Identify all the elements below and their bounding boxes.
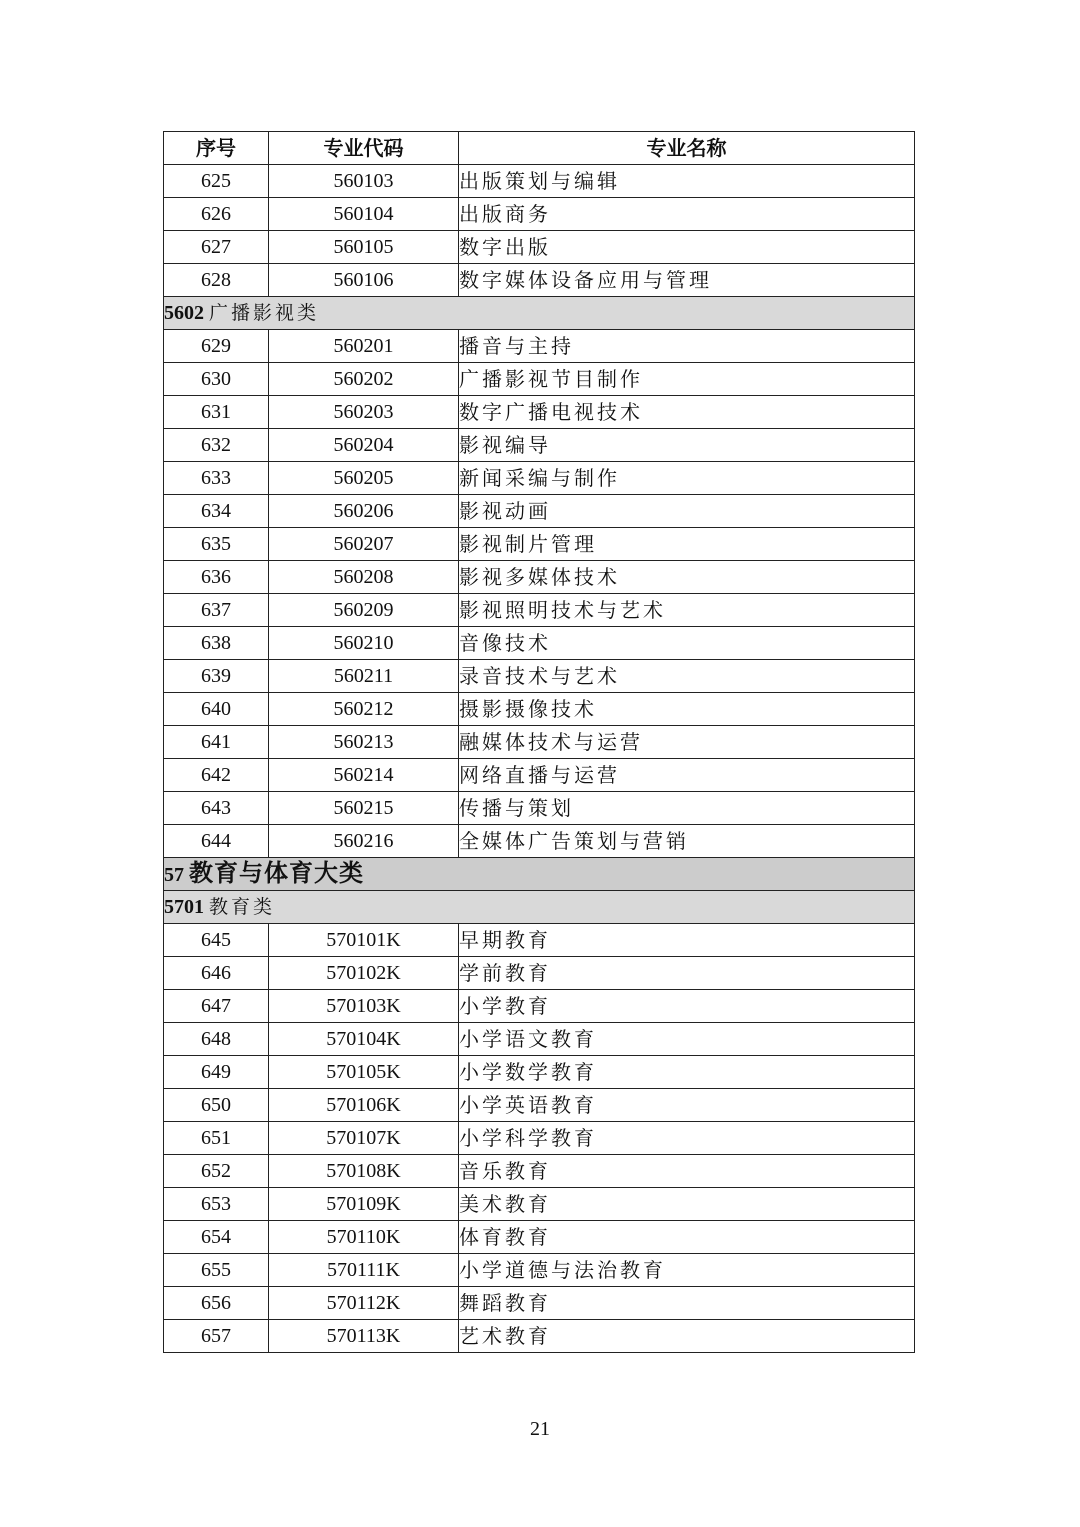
table-row [164, 1122, 915, 1155]
row-code: 560209 [269, 594, 459, 627]
row-code: 570111K [269, 1254, 459, 1287]
row-name: 早期教育 [459, 924, 915, 957]
table-row [164, 627, 915, 660]
table-row [164, 693, 915, 726]
row-name: 音乐教育 [459, 1155, 915, 1188]
row-seq: 628 [164, 264, 269, 297]
row-code: 560213 [269, 726, 459, 759]
table-row [164, 726, 915, 759]
row-name: 播音与主持 [459, 330, 915, 363]
row-seq: 645 [164, 924, 269, 957]
row-seq: 629 [164, 330, 269, 363]
row-name: 音像技术 [459, 627, 915, 660]
row-name: 影视照明技术与艺术 [459, 594, 915, 627]
table-row [164, 198, 915, 231]
row-name: 录音技术与艺术 [459, 660, 915, 693]
row-code: 570108K [269, 1155, 459, 1188]
row-name: 影视多媒体技术 [459, 561, 915, 594]
row-name: 摄影摄像技术 [459, 693, 915, 726]
row-seq: 649 [164, 1056, 269, 1089]
row-name: 小学道德与法治教育 [459, 1254, 915, 1287]
row-seq: 633 [164, 462, 269, 495]
row-code: 560105 [269, 231, 459, 264]
row-seq: 648 [164, 1023, 269, 1056]
row-seq: 653 [164, 1188, 269, 1221]
row-name: 影视编导 [459, 429, 915, 462]
row-code: 570106K [269, 1089, 459, 1122]
major-category-code: 57 [164, 864, 184, 886]
row-name: 新闻采编与制作 [459, 462, 915, 495]
page-number: 21 [530, 1418, 550, 1440]
row-code: 560204 [269, 429, 459, 462]
row-seq: 639 [164, 660, 269, 693]
row-name: 出版商务 [459, 198, 915, 231]
category-name: 广播影视类 [209, 302, 320, 324]
row-name: 小学数学教育 [459, 1056, 915, 1089]
table-row [164, 1023, 915, 1056]
row-name: 影视动画 [459, 495, 915, 528]
table-row [164, 825, 915, 858]
category-row [164, 891, 915, 924]
row-code: 560203 [269, 396, 459, 429]
table-row [164, 396, 915, 429]
row-seq: 634 [164, 495, 269, 528]
row-seq: 657 [164, 1320, 269, 1353]
row-code: 560207 [269, 528, 459, 561]
row-name: 小学英语教育 [459, 1089, 915, 1122]
row-seq: 647 [164, 990, 269, 1023]
category-name: 教育类 [209, 896, 276, 918]
row-code: 560201 [269, 330, 459, 363]
row-name: 舞蹈教育 [459, 1287, 915, 1320]
table-row [164, 330, 915, 363]
major-category-name: 教育与体育大类 [189, 859, 364, 887]
row-seq: 650 [164, 1089, 269, 1122]
row-name: 数字广播电视技术 [459, 396, 915, 429]
category-code: 5602 [164, 302, 204, 324]
table-row [164, 759, 915, 792]
row-seq: 638 [164, 627, 269, 660]
table-row [164, 957, 915, 990]
row-seq: 625 [164, 165, 269, 198]
table-row [164, 1221, 915, 1254]
row-code: 570103K [269, 990, 459, 1023]
row-code: 560206 [269, 495, 459, 528]
row-name: 体育教育 [459, 1221, 915, 1254]
table-row [164, 660, 915, 693]
table-row [164, 792, 915, 825]
row-name: 广播影视节目制作 [459, 363, 915, 396]
row-seq: 640 [164, 693, 269, 726]
table-row [164, 1287, 915, 1320]
header-seq: 序号 [164, 132, 269, 165]
row-name: 传播与策划 [459, 792, 915, 825]
row-name: 融媒体技术与运营 [459, 726, 915, 759]
table-row [164, 363, 915, 396]
row-name: 美术教育 [459, 1188, 915, 1221]
row-code: 570110K [269, 1221, 459, 1254]
row-code: 560202 [269, 363, 459, 396]
table-row [164, 1089, 915, 1122]
table-row [164, 561, 915, 594]
row-name: 影视制片管理 [459, 528, 915, 561]
row-seq: 642 [164, 759, 269, 792]
row-code: 560106 [269, 264, 459, 297]
row-code: 570102K [269, 957, 459, 990]
row-seq: 655 [164, 1254, 269, 1287]
row-seq: 637 [164, 594, 269, 627]
row-seq: 651 [164, 1122, 269, 1155]
row-code: 560205 [269, 462, 459, 495]
row-name: 艺术教育 [459, 1320, 915, 1353]
row-seq: 631 [164, 396, 269, 429]
category-cell [164, 891, 915, 924]
table-row [164, 495, 915, 528]
row-seq: 644 [164, 825, 269, 858]
category-cell [164, 297, 915, 330]
row-name: 数字出版 [459, 231, 915, 264]
table-row [164, 1320, 915, 1353]
major-category-row [164, 858, 915, 891]
row-code: 570107K [269, 1122, 459, 1155]
header-name: 专业名称 [459, 132, 915, 165]
row-code: 560216 [269, 825, 459, 858]
major-category-cell [164, 858, 915, 891]
row-code: 570101K [269, 924, 459, 957]
majors-table [163, 131, 915, 1353]
row-code: 570104K [269, 1023, 459, 1056]
table-row [164, 990, 915, 1023]
row-seq: 626 [164, 198, 269, 231]
row-code: 560214 [269, 759, 459, 792]
header-row [164, 132, 915, 165]
row-code: 560210 [269, 627, 459, 660]
row-seq: 627 [164, 231, 269, 264]
row-seq: 635 [164, 528, 269, 561]
row-code: 560211 [269, 660, 459, 693]
row-name: 出版策划与编辑 [459, 165, 915, 198]
row-name: 小学科学教育 [459, 1122, 915, 1155]
table-row [164, 1254, 915, 1287]
row-code: 560208 [269, 561, 459, 594]
row-name: 学前教育 [459, 957, 915, 990]
table-row [164, 429, 915, 462]
row-seq: 632 [164, 429, 269, 462]
table-row [164, 1155, 915, 1188]
row-name: 数字媒体设备应用与管理 [459, 264, 915, 297]
table-row [164, 528, 915, 561]
table-row [164, 462, 915, 495]
row-code: 560212 [269, 693, 459, 726]
row-seq: 643 [164, 792, 269, 825]
table-row [164, 924, 915, 957]
row-seq: 646 [164, 957, 269, 990]
row-name: 小学语文教育 [459, 1023, 915, 1056]
row-code: 560103 [269, 165, 459, 198]
row-seq: 656 [164, 1287, 269, 1320]
row-seq: 636 [164, 561, 269, 594]
table-body [164, 165, 915, 1353]
row-seq: 630 [164, 363, 269, 396]
row-seq: 654 [164, 1221, 269, 1254]
row-name: 全媒体广告策划与营销 [459, 825, 915, 858]
row-seq: 641 [164, 726, 269, 759]
row-name: 网络直播与运营 [459, 759, 915, 792]
category-row [164, 297, 915, 330]
row-code: 570105K [269, 1056, 459, 1089]
row-seq: 652 [164, 1155, 269, 1188]
row-code: 560215 [269, 792, 459, 825]
table-row [164, 264, 915, 297]
table-row [164, 1188, 915, 1221]
row-code: 570113K [269, 1320, 459, 1353]
header-code: 专业代码 [269, 132, 459, 165]
row-code: 570109K [269, 1188, 459, 1221]
row-code: 560104 [269, 198, 459, 231]
table-row [164, 165, 915, 198]
table-row [164, 594, 915, 627]
row-code: 570112K [269, 1287, 459, 1320]
table-row [164, 1056, 915, 1089]
row-name: 小学教育 [459, 990, 915, 1023]
table-row [164, 231, 915, 264]
category-code: 5701 [164, 896, 204, 918]
